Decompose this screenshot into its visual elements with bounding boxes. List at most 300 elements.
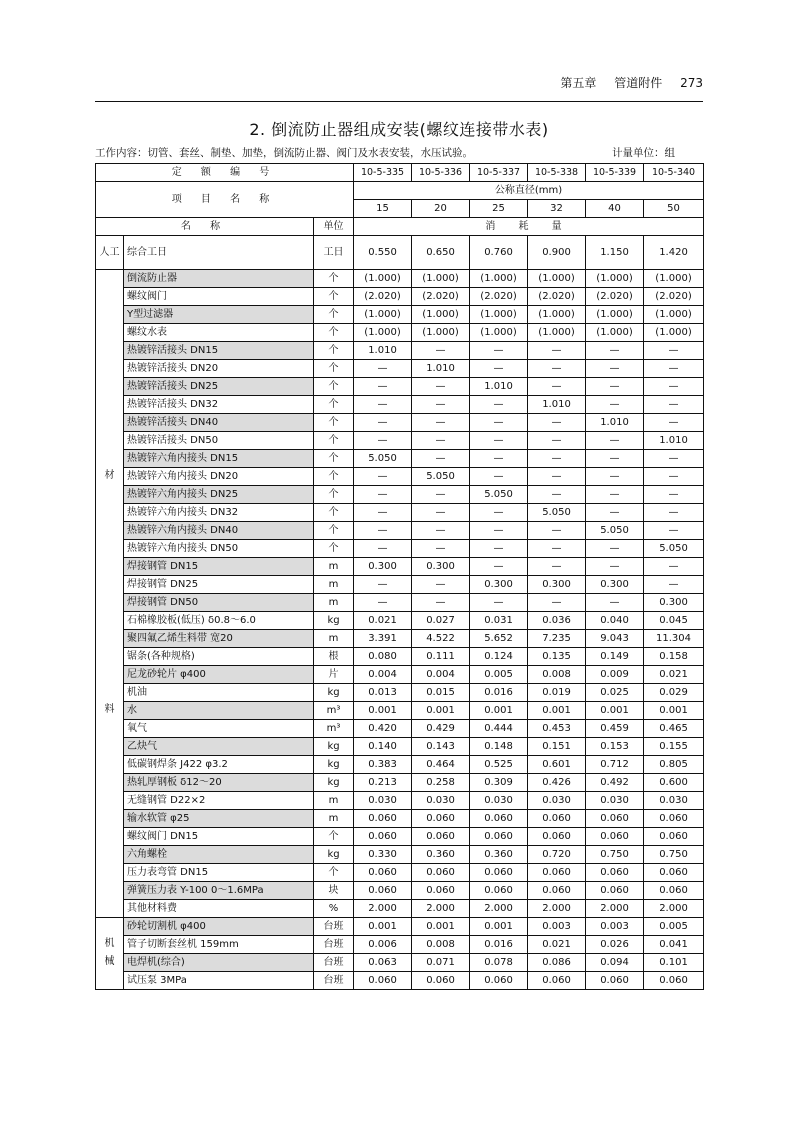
item-name: 热轧厚钢板 δ12～20 bbox=[124, 774, 314, 792]
item-value: — bbox=[586, 594, 644, 612]
item-value: (2.020) bbox=[412, 288, 470, 306]
item-value: 0.060 bbox=[586, 972, 644, 990]
item-value: 0.029 bbox=[644, 684, 704, 702]
item-value: 0.601 bbox=[528, 756, 586, 774]
table-row bbox=[96, 504, 704, 522]
item-value: 0.005 bbox=[644, 918, 704, 936]
item-value: — bbox=[644, 360, 704, 378]
table-row bbox=[96, 236, 704, 270]
table-row bbox=[96, 342, 704, 360]
item-value: 0.009 bbox=[586, 666, 644, 684]
item-value: — bbox=[412, 342, 470, 360]
item-value: 0.003 bbox=[586, 918, 644, 936]
item-unit: 个 bbox=[314, 828, 354, 846]
table-row bbox=[96, 810, 704, 828]
item-value: 0.030 bbox=[354, 792, 412, 810]
table-row bbox=[96, 540, 704, 558]
item-value: (1.000) bbox=[528, 306, 586, 324]
item-unit: 个 bbox=[314, 324, 354, 342]
item-value: — bbox=[470, 450, 528, 468]
item-unit: kg bbox=[314, 684, 354, 702]
item-unit: 个 bbox=[314, 432, 354, 450]
item-value: 0.383 bbox=[354, 756, 412, 774]
item-value: 0.060 bbox=[528, 882, 586, 900]
item-value: 0.060 bbox=[412, 828, 470, 846]
item-name: 热镀锌六角内接头 DN50 bbox=[124, 540, 314, 558]
item-value: 5.050 bbox=[412, 468, 470, 486]
item-value: 0.078 bbox=[470, 954, 528, 972]
item-value: 0.080 bbox=[354, 648, 412, 666]
chapter-label: 第五章 bbox=[560, 76, 597, 90]
item-value: 0.036 bbox=[528, 612, 586, 630]
page-title: 2. 倒流防止器组成安装(螺纹连接带水表) bbox=[249, 120, 549, 139]
item-value: 0.600 bbox=[644, 774, 704, 792]
table-row bbox=[96, 666, 704, 684]
item-value: — bbox=[354, 522, 412, 540]
item-value: 4.522 bbox=[412, 630, 470, 648]
item-value: (1.000) bbox=[644, 270, 704, 288]
item-value: 0.492 bbox=[586, 774, 644, 792]
group-label-text bbox=[105, 469, 115, 717]
col-unit-header: 单位 bbox=[314, 218, 354, 236]
table-row bbox=[96, 558, 704, 576]
item-value: 0.001 bbox=[354, 702, 412, 720]
item-name: 螺纹阀门 bbox=[124, 288, 314, 306]
item-value: 0.060 bbox=[354, 810, 412, 828]
item-value: 0.060 bbox=[586, 882, 644, 900]
item-value: — bbox=[528, 522, 586, 540]
table-row bbox=[96, 792, 704, 810]
page-number: 273 bbox=[680, 76, 703, 90]
item-value: 0.111 bbox=[412, 648, 470, 666]
item-value: (1.000) bbox=[470, 306, 528, 324]
item-value: 0.213 bbox=[354, 774, 412, 792]
item-value: 0.900 bbox=[528, 236, 586, 270]
item-value: 0.720 bbox=[528, 846, 586, 864]
group-label-text bbox=[105, 937, 115, 969]
item-unit: m bbox=[314, 576, 354, 594]
group-label-bottom: 械 bbox=[104, 956, 115, 967]
item-value: 0.149 bbox=[586, 648, 644, 666]
item-value: 0.001 bbox=[528, 702, 586, 720]
item-value: 1.010 bbox=[586, 414, 644, 432]
item-name: 热镀锌活接头 DN32 bbox=[124, 396, 314, 414]
item-value: 0.060 bbox=[644, 864, 704, 882]
item-value: 0.060 bbox=[470, 864, 528, 882]
item-value: 0.300 bbox=[528, 576, 586, 594]
item-value: 0.001 bbox=[412, 702, 470, 720]
item-value: — bbox=[470, 504, 528, 522]
item-value: — bbox=[528, 432, 586, 450]
item-name: 热镀锌六角内接头 DN40 bbox=[124, 522, 314, 540]
quota-code: 10-5-338 bbox=[528, 164, 586, 182]
table-row bbox=[96, 684, 704, 702]
item-value: (2.020) bbox=[470, 288, 528, 306]
item-value: 0.030 bbox=[586, 792, 644, 810]
item-name: 焊接钢管 DN25 bbox=[124, 576, 314, 594]
item-value: 0.300 bbox=[470, 576, 528, 594]
item-name: 热镀锌活接头 DN20 bbox=[124, 360, 314, 378]
group-label-top: 机 bbox=[104, 938, 115, 949]
item-value: 3.391 bbox=[354, 630, 412, 648]
item-name: 弹簧压力表 Y-100 0～1.6MPa bbox=[124, 882, 314, 900]
item-value: (1.000) bbox=[470, 324, 528, 342]
item-value: 0.060 bbox=[412, 864, 470, 882]
param-label-row bbox=[96, 182, 704, 200]
item-value: — bbox=[354, 414, 412, 432]
item-unit: kg bbox=[314, 738, 354, 756]
item-value: — bbox=[528, 450, 586, 468]
item-value: 0.550 bbox=[354, 236, 412, 270]
item-unit: 工日 bbox=[314, 236, 354, 270]
item-value: 0.001 bbox=[470, 702, 528, 720]
item-unit: 个 bbox=[314, 864, 354, 882]
item-value: — bbox=[470, 468, 528, 486]
item-value: 0.030 bbox=[644, 792, 704, 810]
item-value: 2.000 bbox=[470, 900, 528, 918]
item-value: — bbox=[470, 342, 528, 360]
item-value: — bbox=[470, 558, 528, 576]
item-value: (2.020) bbox=[644, 288, 704, 306]
item-name: 热镀锌活接头 DN40 bbox=[124, 414, 314, 432]
item-value: 0.429 bbox=[412, 720, 470, 738]
item-value: (1.000) bbox=[586, 270, 644, 288]
measure-unit: 计量单位：组 bbox=[612, 147, 675, 159]
item-value: — bbox=[586, 360, 644, 378]
item-value: 0.001 bbox=[412, 918, 470, 936]
item-value: 0.650 bbox=[412, 236, 470, 270]
item-value: 0.008 bbox=[528, 666, 586, 684]
item-value: 0.041 bbox=[644, 936, 704, 954]
item-value: (1.000) bbox=[354, 270, 412, 288]
item-value: — bbox=[586, 558, 644, 576]
item-value: 0.008 bbox=[412, 936, 470, 954]
param-value: 15 bbox=[354, 200, 412, 218]
item-unit: 个 bbox=[314, 486, 354, 504]
table-row bbox=[96, 612, 704, 630]
table-row bbox=[96, 288, 704, 306]
item-value: 5.050 bbox=[470, 486, 528, 504]
item-name: 石棉橡胶板(低压) δ0.8～6.0 bbox=[124, 612, 314, 630]
item-name: 水 bbox=[124, 702, 314, 720]
table-row bbox=[96, 936, 704, 954]
item-value: — bbox=[586, 432, 644, 450]
item-value: 0.003 bbox=[528, 918, 586, 936]
item-unit: kg bbox=[314, 774, 354, 792]
item-value: — bbox=[644, 522, 704, 540]
item-value: 0.060 bbox=[586, 810, 644, 828]
item-name: 热镀锌活接头 DN15 bbox=[124, 342, 314, 360]
item-unit: 个 bbox=[314, 468, 354, 486]
item-unit: 个 bbox=[314, 450, 354, 468]
quota-code: 10-5-335 bbox=[354, 164, 412, 182]
item-value: (2.020) bbox=[528, 288, 586, 306]
item-value: — bbox=[586, 468, 644, 486]
item-value: 0.027 bbox=[412, 612, 470, 630]
item-value: 0.101 bbox=[644, 954, 704, 972]
item-value: 0.060 bbox=[354, 882, 412, 900]
item-value: 2.000 bbox=[354, 900, 412, 918]
item-name: 焊接钢管 DN50 bbox=[124, 594, 314, 612]
item-unit: 块 bbox=[314, 882, 354, 900]
item-value: — bbox=[354, 396, 412, 414]
table-row bbox=[96, 954, 704, 972]
item-value: 0.309 bbox=[470, 774, 528, 792]
item-value: 5.050 bbox=[354, 450, 412, 468]
item-unit: 台班 bbox=[314, 954, 354, 972]
item-value: 0.004 bbox=[412, 666, 470, 684]
item-name: 砂轮切割机 φ400 bbox=[124, 918, 314, 936]
item-value: 2.000 bbox=[412, 900, 470, 918]
item-name: 电焊机(综合) bbox=[124, 954, 314, 972]
item-value: — bbox=[354, 432, 412, 450]
item-value: 0.060 bbox=[354, 828, 412, 846]
item-unit: kg bbox=[314, 756, 354, 774]
item-unit: 个 bbox=[314, 342, 354, 360]
table-row bbox=[96, 720, 704, 738]
table-row bbox=[96, 864, 704, 882]
item-value: — bbox=[412, 576, 470, 594]
item-value: 0.030 bbox=[412, 792, 470, 810]
item-value: — bbox=[586, 486, 644, 504]
item-unit: m³ bbox=[314, 702, 354, 720]
item-value: 0.453 bbox=[528, 720, 586, 738]
item-unit: 根 bbox=[314, 648, 354, 666]
table-row bbox=[96, 756, 704, 774]
item-name: 管子切断套丝机 159mm bbox=[124, 936, 314, 954]
param-value: 50 bbox=[644, 200, 704, 218]
item-value: 0.060 bbox=[528, 810, 586, 828]
table-row bbox=[96, 270, 704, 288]
item-value: 0.045 bbox=[644, 612, 704, 630]
header-rule bbox=[95, 101, 703, 102]
item-value: 0.030 bbox=[528, 792, 586, 810]
item-value: 0.300 bbox=[412, 558, 470, 576]
item-value: — bbox=[586, 342, 644, 360]
item-value: 0.420 bbox=[354, 720, 412, 738]
item-value: 0.124 bbox=[470, 648, 528, 666]
item-name: 热镀锌活接头 DN25 bbox=[124, 378, 314, 396]
table-row bbox=[96, 648, 704, 666]
item-value: (1.000) bbox=[354, 306, 412, 324]
item-value: — bbox=[644, 378, 704, 396]
item-value: 0.151 bbox=[528, 738, 586, 756]
item-value: 0.300 bbox=[644, 594, 704, 612]
item-unit: 个 bbox=[314, 378, 354, 396]
item-name: 螺纹水表 bbox=[124, 324, 314, 342]
item-value: 0.712 bbox=[586, 756, 644, 774]
item-value: (1.000) bbox=[586, 306, 644, 324]
item-name-label: 项 目 名 称 bbox=[96, 182, 354, 218]
item-value: 0.258 bbox=[412, 774, 470, 792]
item-unit: 个 bbox=[314, 522, 354, 540]
item-value: — bbox=[412, 450, 470, 468]
item-name: 倒流防止器 bbox=[124, 270, 314, 288]
item-unit: m bbox=[314, 630, 354, 648]
item-value: 0.004 bbox=[354, 666, 412, 684]
item-value: — bbox=[644, 486, 704, 504]
item-value: 7.235 bbox=[528, 630, 586, 648]
item-value: 0.031 bbox=[470, 612, 528, 630]
item-value: — bbox=[644, 396, 704, 414]
item-value: 0.750 bbox=[644, 846, 704, 864]
item-value: 0.525 bbox=[470, 756, 528, 774]
item-unit: 个 bbox=[314, 396, 354, 414]
item-value: 0.071 bbox=[412, 954, 470, 972]
item-value: — bbox=[528, 558, 586, 576]
item-value: 0.060 bbox=[586, 864, 644, 882]
item-value: — bbox=[528, 378, 586, 396]
item-value: 0.021 bbox=[528, 936, 586, 954]
item-value: (1.000) bbox=[586, 324, 644, 342]
page-header bbox=[95, 74, 703, 96]
item-value: 0.060 bbox=[412, 810, 470, 828]
item-value: 0.060 bbox=[412, 972, 470, 990]
item-value: — bbox=[354, 468, 412, 486]
item-value: 0.025 bbox=[586, 684, 644, 702]
item-unit: m³ bbox=[314, 720, 354, 738]
item-value: 1.010 bbox=[644, 432, 704, 450]
item-unit: kg bbox=[314, 846, 354, 864]
item-value: — bbox=[354, 540, 412, 558]
item-name: 无缝钢管 D22×2 bbox=[124, 792, 314, 810]
item-value: 0.805 bbox=[644, 756, 704, 774]
item-value: (1.000) bbox=[528, 324, 586, 342]
item-unit: 台班 bbox=[314, 972, 354, 990]
item-value: — bbox=[644, 504, 704, 522]
item-unit: 台班 bbox=[314, 918, 354, 936]
quota-code-row bbox=[96, 164, 704, 182]
work-content: 工作内容：切管、套丝、制垫、加垫，倒流防止器、阀门及水表安装，水压试验。 bbox=[95, 147, 473, 159]
item-name: 热镀锌六角内接头 DN32 bbox=[124, 504, 314, 522]
item-value: — bbox=[586, 504, 644, 522]
table-row bbox=[96, 882, 704, 900]
item-value: 0.426 bbox=[528, 774, 586, 792]
group-label bbox=[96, 270, 124, 918]
item-value: 0.040 bbox=[586, 612, 644, 630]
item-name: 热镀锌六角内接头 DN25 bbox=[124, 486, 314, 504]
item-value: — bbox=[412, 486, 470, 504]
item-value: 0.153 bbox=[586, 738, 644, 756]
item-value: — bbox=[528, 468, 586, 486]
item-value: 0.060 bbox=[470, 972, 528, 990]
item-value: 0.001 bbox=[354, 918, 412, 936]
table-row bbox=[96, 468, 704, 486]
item-value: 0.060 bbox=[470, 828, 528, 846]
item-value: — bbox=[528, 360, 586, 378]
item-value: 0.030 bbox=[470, 792, 528, 810]
item-value: 0.016 bbox=[470, 684, 528, 702]
table-row bbox=[96, 630, 704, 648]
item-value: 0.021 bbox=[354, 612, 412, 630]
item-value: — bbox=[354, 504, 412, 522]
item-unit: 个 bbox=[314, 540, 354, 558]
quota-code: 10-5-340 bbox=[644, 164, 704, 182]
item-value: (1.000) bbox=[528, 270, 586, 288]
item-value: 0.060 bbox=[644, 828, 704, 846]
quota-code: 10-5-337 bbox=[470, 164, 528, 182]
item-value: 0.015 bbox=[412, 684, 470, 702]
item-value: — bbox=[644, 576, 704, 594]
item-value: 0.143 bbox=[412, 738, 470, 756]
item-value: 5.050 bbox=[644, 540, 704, 558]
item-value: 1.010 bbox=[528, 396, 586, 414]
item-value: 0.060 bbox=[470, 882, 528, 900]
item-value: (1.000) bbox=[412, 324, 470, 342]
item-name: 螺纹阀门 DN15 bbox=[124, 828, 314, 846]
item-unit: 个 bbox=[314, 306, 354, 324]
item-value: — bbox=[354, 378, 412, 396]
item-value: — bbox=[586, 396, 644, 414]
item-value: — bbox=[528, 486, 586, 504]
col-consumption-header: 消 耗 量 bbox=[354, 218, 704, 236]
item-value: — bbox=[528, 594, 586, 612]
table-row bbox=[96, 828, 704, 846]
item-value: (1.000) bbox=[412, 306, 470, 324]
item-unit: 个 bbox=[314, 414, 354, 432]
item-value: 0.006 bbox=[354, 936, 412, 954]
item-unit: m bbox=[314, 810, 354, 828]
item-value: 2.000 bbox=[644, 900, 704, 918]
item-value: 0.013 bbox=[354, 684, 412, 702]
item-value: — bbox=[412, 414, 470, 432]
item-value: (1.000) bbox=[644, 324, 704, 342]
item-value: 0.060 bbox=[354, 864, 412, 882]
item-name: 压力表弯管 DN15 bbox=[124, 864, 314, 882]
item-value: 1.150 bbox=[586, 236, 644, 270]
item-value: 0.060 bbox=[586, 828, 644, 846]
item-value: 0.465 bbox=[644, 720, 704, 738]
item-value: 1.420 bbox=[644, 236, 704, 270]
item-name: 乙炔气 bbox=[124, 738, 314, 756]
item-value: 0.086 bbox=[528, 954, 586, 972]
item-name: 输水软管 φ25 bbox=[124, 810, 314, 828]
table-row bbox=[96, 594, 704, 612]
item-value: 5.652 bbox=[470, 630, 528, 648]
item-value: 9.043 bbox=[586, 630, 644, 648]
item-value: — bbox=[354, 576, 412, 594]
item-value: 0.060 bbox=[644, 972, 704, 990]
item-unit: % bbox=[314, 900, 354, 918]
item-value: (1.000) bbox=[644, 306, 704, 324]
item-value: (2.020) bbox=[354, 288, 412, 306]
item-name: 综合工日 bbox=[124, 236, 314, 270]
item-name: 热镀锌六角内接头 DN20 bbox=[124, 468, 314, 486]
item-unit: 个 bbox=[314, 504, 354, 522]
item-name: 其他材料费 bbox=[124, 900, 314, 918]
item-value: — bbox=[470, 414, 528, 432]
table-row bbox=[96, 378, 704, 396]
item-value: 0.060 bbox=[354, 972, 412, 990]
item-value: 2.000 bbox=[528, 900, 586, 918]
item-value: 1.010 bbox=[412, 360, 470, 378]
item-value: 0.001 bbox=[586, 702, 644, 720]
item-value: (1.000) bbox=[354, 324, 412, 342]
group-label: 人工 bbox=[96, 236, 124, 270]
table-row bbox=[96, 432, 704, 450]
quota-code-label: 定 额 编 号 bbox=[96, 164, 354, 182]
item-value: 0.016 bbox=[470, 936, 528, 954]
item-value: 0.360 bbox=[470, 846, 528, 864]
param-value: 20 bbox=[412, 200, 470, 218]
item-value: — bbox=[412, 504, 470, 522]
item-value: — bbox=[470, 432, 528, 450]
table-row bbox=[96, 522, 704, 540]
item-name: 六角螺栓 bbox=[124, 846, 314, 864]
item-value: 0.300 bbox=[586, 576, 644, 594]
item-unit: m bbox=[314, 792, 354, 810]
item-value: — bbox=[354, 594, 412, 612]
